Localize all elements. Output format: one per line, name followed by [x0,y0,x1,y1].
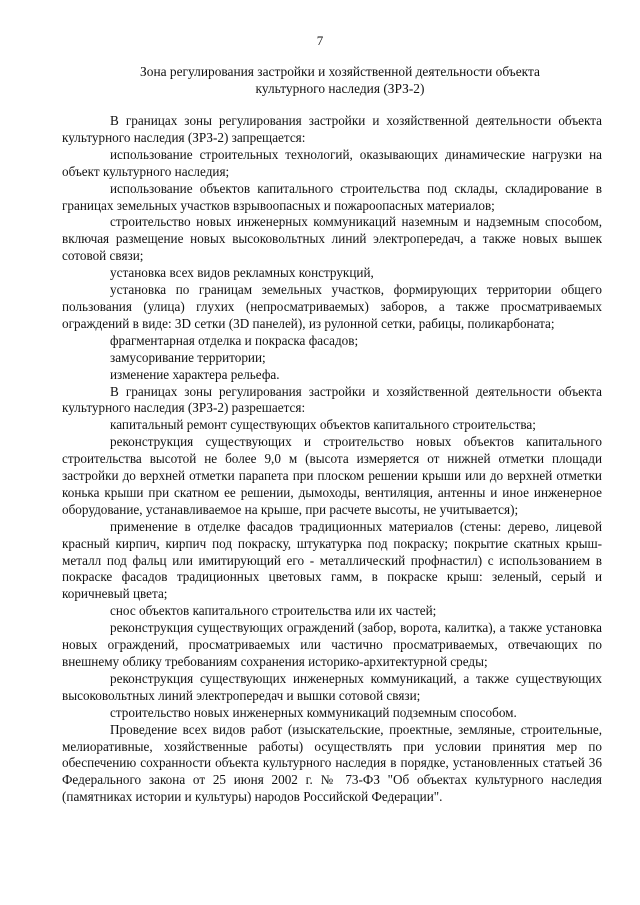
section-title-line-1: Зона регулирования застройки и хозяйственной деятельности объекта [140,64,540,79]
paragraph-littering: замусоривание территории; [110,349,266,365]
paragraph-permissions-intro: В границах зоны регулирования застройки и хозяйственной деятельности объекта культурного наследия (ЗРЗ-2) разрешается: [62,383,602,416]
section-title-line-2: культурного наследия (ЗРЗ-2) [255,81,425,96]
paragraph-prohibitions-intro: В границах зоны регулирования застройки и хозяйственной деятельности объекта культурного наследия (ЗРЗ-2) запрещается: [62,113,602,145]
paragraph-overhead-utilities: строительство новых инженерных коммуникаций наземным и надземным способом, включая размещение новых высоковольтных линий электропередач, а также новых вышек сотовой связи; [62,214,602,264]
paragraph-utility-reconstruction: реконструкция существующих инженерных коммуникаций, а также существующих высоковольтных линий электропередач и вышки сотовой связи; [62,670,602,703]
paragraph-relief: изменение характера рельефа. [110,366,280,382]
body-text [62,113,602,806]
page-number: 7 [316,33,324,48]
paragraph-fences: установка по границам земельных участков, формирующих территории общего пользования (улица) глухих (непросматриваемых) заборов, а также просматриваемых ограждений в виде: 3D сетки (3D панелей), из рулонной сетки, рабицы, поликарбоната; [62,282,602,331]
paragraph-capital-repair: капитальный ремонт существующих объектов капитального строительства; [110,417,536,433]
paragraph-fence-reconstruction: реконструкция существующих ограждений (забор, ворота, калитка), а также установка новых ограждений, просматриваемых или частично просматриваемых, отвечающих по внешнему облику требованиям сохранения историко-архитектурной среды; [62,620,602,669]
section-title [60,63,620,97]
paragraph-reconstruction-height: реконструкция существующих и строительство новых объектов капитального строительства высотой не более 9,0 м (высота измеряется от нижней отметки площади застройки до верхней отметки парапета при плоском решении крыши или до верхней отметки конька крыши при скатном ее решении, дымоходы, вентиляция, антенны и иное инженерное оборудование, устанавливаемое на крыше, при расчете высоты, не учитывается); [62,434,602,517]
paragraph-dynamic-loads: использование строительных технологий, оказывающих динамические нагрузки на объект культурного наследия; [62,146,602,179]
paragraph-warehouses: использование объектов капитального строительства под склады, складирование в границах земельных участков взрывоопасных и пожароопасных материалов; [62,180,602,213]
paragraph-works-conditions: Проведение всех видов работ (изыскательские, проектные, земляные, строительные, мелиоративные, хозяйственные работы) осуществлять при условии принятия мер по обеспечению сохранности объекта культурного наследия в порядке, установленных статьей 36 Федерального закона от 25 июня 2002 г. № 73-ФЗ "Об объектах культурного наследия (памятниках истории и культуры) народов Российской Федерации". [62,721,602,805]
paragraph-advertising: установка всех видов рекламных конструкций, [110,265,374,281]
paragraph-traditional-materials: применение в отделке фасадов традиционных материалов (стены: дерево, лицевой красный кирпич, кирпич под покраску, штукатурка под покраску; покрытие скатных крыш- металл под фальц или имитирующий его - металлический профнастил) с использованием в покраске фасадов традиционных цветовых гамм, в покраске крыш: зеленый, серый и коричневый цвета; [62,518,602,602]
paragraph-facade-fragments: фрагментарная отделка и покраска фасадов; [110,332,359,348]
paragraph-demolition: снос объектов капитального строительства или их частей; [110,603,437,619]
paragraph-underground-utilities: строительство новых инженерных коммуникаций подземным способом. [110,704,517,720]
